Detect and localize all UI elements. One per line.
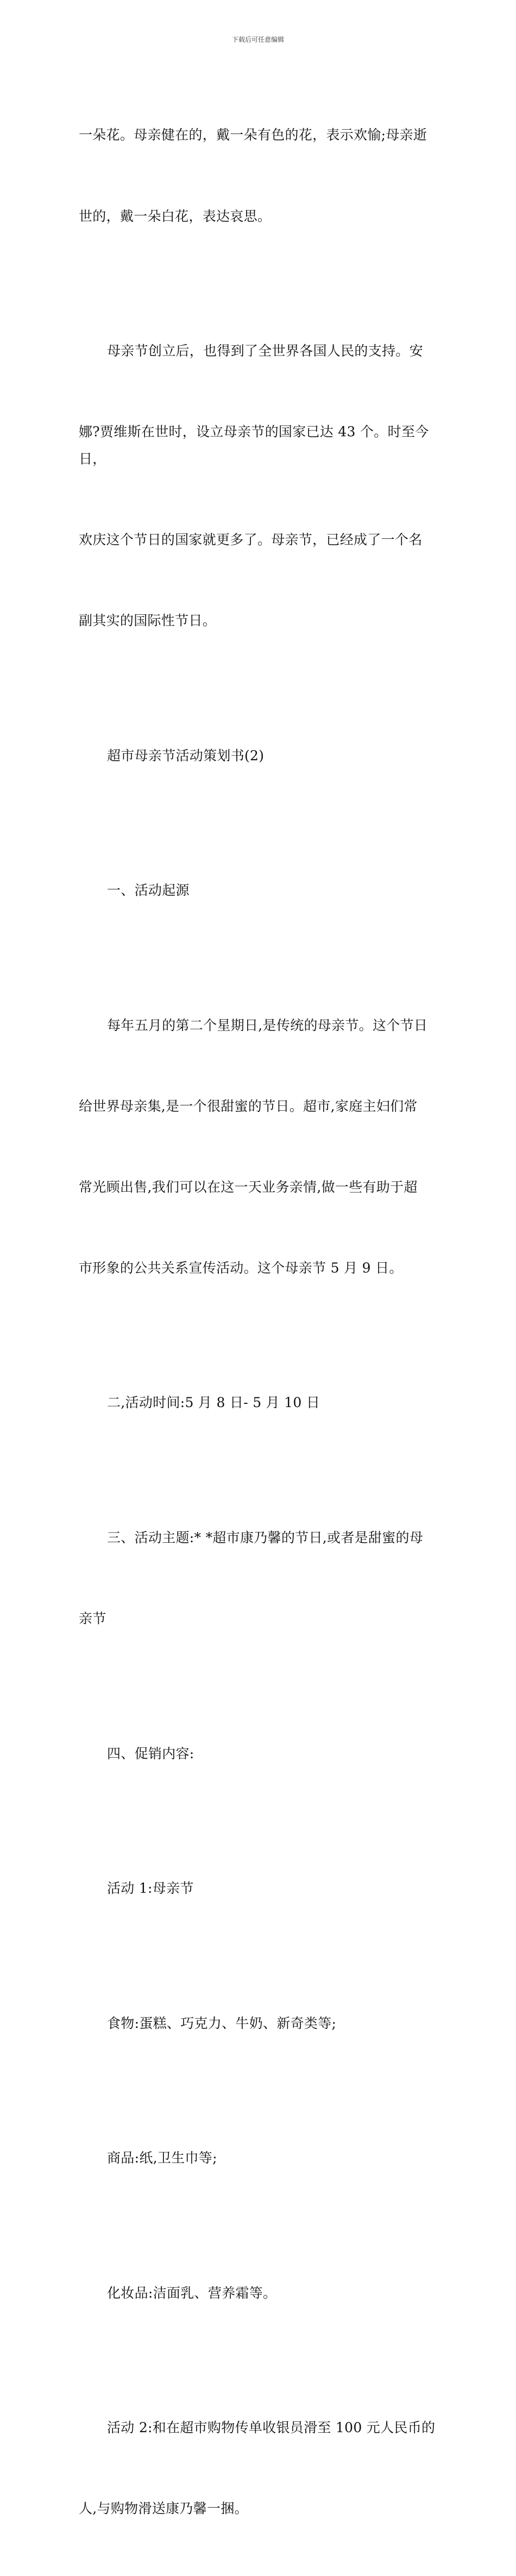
goods-list bbox=[79, 2091, 443, 2226]
page-header-note: 下载后可任意编辑 bbox=[231, 36, 284, 43]
text-line: 四、促销内容: bbox=[107, 1745, 194, 1761]
text-line: 欢庆这个节日的国家就更多了。母亲节，已经成了一个名 bbox=[79, 531, 423, 548]
text-line: 市形象的公共关系宣传活动。这个母亲节 5 月 9 日。 bbox=[79, 1260, 403, 1276]
text-line: 三、活动主题:* *超市康乃馨的节日,或者是甜蜜的母 bbox=[107, 1529, 424, 1545]
text-line: 给世界母亲集,是一个很甜蜜的节日。超市,家庭主妇们常 bbox=[79, 1098, 418, 1114]
text-line: 超市母亲节活动策划书(2) bbox=[107, 747, 265, 764]
text-line: 母亲节创立后，也得到了全世界各国人民的支持。安 bbox=[107, 343, 423, 359]
paragraph-origin bbox=[79, 958, 443, 1335]
text-line: 亲节 bbox=[79, 1611, 106, 1627]
food-list bbox=[79, 1956, 443, 2091]
text-line: 常光顾出售,我们可以在这一天业务亲情,做一些有助于超 bbox=[79, 1179, 418, 1195]
heading-activity-origin bbox=[79, 823, 443, 958]
text-line: 活动 2:和在超市购物传单收银员滑至 100 元人民币的 bbox=[107, 2420, 436, 2436]
heading-activity-time bbox=[79, 1335, 443, 1471]
paragraph-worldwide-support bbox=[79, 284, 443, 689]
text-line: 活动 1:母亲节 bbox=[107, 1880, 194, 1897]
text-line: 商品:纸,卫生巾等; bbox=[107, 2150, 217, 2166]
heading-activity-theme bbox=[79, 1471, 443, 1687]
paragraph-flower-custom bbox=[79, 68, 443, 284]
text-line: 化妆品:洁面乳、营养霜等。 bbox=[107, 2285, 277, 2301]
text-line: 世的，戴一朵白花，表达哀思。 bbox=[79, 208, 272, 224]
text-line: 副其实的国际性节日。 bbox=[79, 613, 217, 629]
cosmetics-list bbox=[79, 2225, 443, 2361]
activity-one bbox=[79, 1821, 443, 1956]
section-title bbox=[79, 688, 443, 823]
text-line: 二,活动时间:5 月 8 日- 5 月 10 日 bbox=[107, 1395, 320, 1411]
text-line: 食物:蛋糕、巧克力、牛奶、新奇类等; bbox=[107, 2015, 337, 2031]
text-line: 娜?贾维斯在世时，设立母亲节的国家已达 43 个。时至今日， bbox=[79, 424, 429, 467]
heading-promotion-content bbox=[79, 1686, 443, 1821]
text-line: 一、活动起源 bbox=[107, 882, 190, 899]
text-line: 人,与购物滑送康乃馨一捆。 bbox=[79, 2501, 248, 2517]
activity-two bbox=[79, 2361, 443, 2576]
text-line: 每年五月的第二个星期日,是传统的母亲节。这个节日 bbox=[107, 1017, 428, 1033]
text-line: 一朵花。母亲健在的，戴一朵有色的花，表示欢愉;母亲逝 bbox=[79, 127, 427, 143]
document-body bbox=[79, 68, 443, 2576]
